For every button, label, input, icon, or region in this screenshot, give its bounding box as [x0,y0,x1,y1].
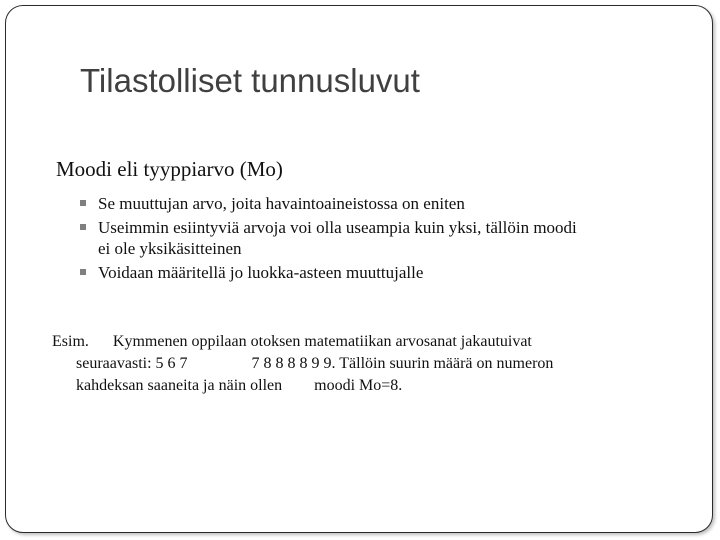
square-bullet-icon [80,224,86,230]
bullet-text: Voidaan määritellä jo luokka-asteen muuttujalle [98,263,424,282]
bullet-text: Useimmin esiintyviä arvoja voi olla useampia kuin yksi, tällöin moodi [98,218,577,237]
bullet-text: Se muuttujan arvo, joita havaintoaineistossa on eniten [98,194,465,213]
example-label: Esim. [52,333,89,350]
example-text: Kymmenen oppilaan otoksen matematiikan arvosanat jakautuivat [112,333,532,350]
bullet-item [78,262,678,283]
slide-title: Tilastolliset tunnusluvut [80,62,420,99]
example-line [52,375,652,397]
bullet-list [78,193,678,286]
example-text: 7 8 8 8 8 9 9. Tällöin suurin määrä on numeron [251,355,554,372]
bullet-text-continued: ei ole yksikäsitteinen [98,239,242,258]
example-text: seuraavasti: 5 6 7 [76,355,188,372]
square-bullet-icon [80,200,86,206]
example-paragraph [52,331,652,397]
bullet-item [78,193,678,214]
bullet-item [78,217,678,259]
section-heading: Moodi eli tyyppiarvo (Mo) [56,157,283,181]
example-text: moodi Mo=8. [314,377,403,394]
square-bullet-icon [80,269,86,275]
example-line [52,331,652,353]
example-line [52,353,652,375]
example-text: kahdeksan saaneita ja näin ollen [76,377,283,394]
